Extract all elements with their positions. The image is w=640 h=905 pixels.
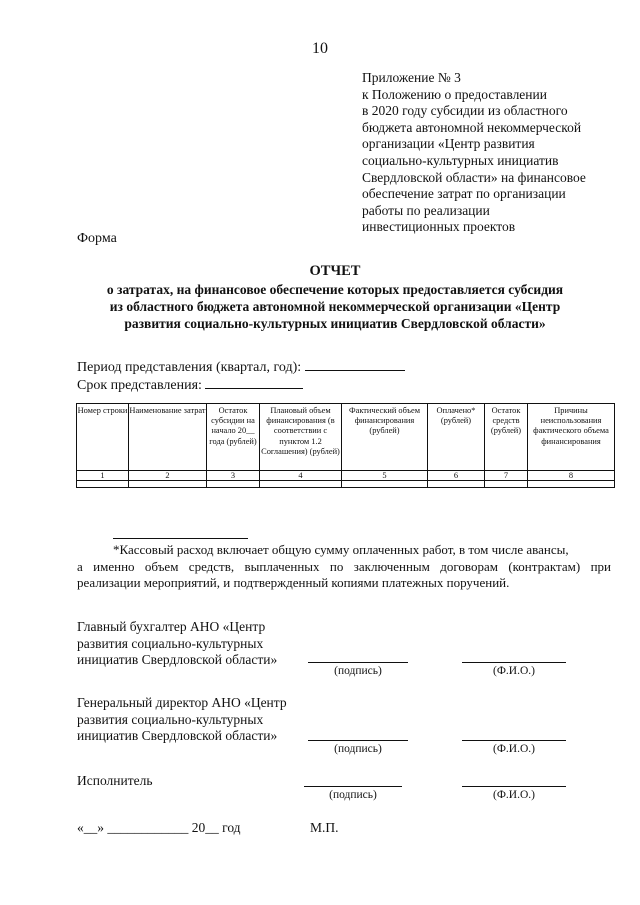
name-caption: (Ф.И.О.) [493,789,535,801]
appendix-note [362,70,632,236]
table-row [77,481,615,488]
table-cell[interactable] [207,481,260,488]
column-number: 8 [528,471,615,481]
chief-accountant-title [77,619,277,669]
name-line[interactable] [462,786,566,787]
period-field[interactable] [305,358,405,371]
signature-caption: (подпись) [334,743,382,755]
appendix-line: в 2020 году субсидии из областного [362,103,568,119]
name-line[interactable] [462,740,566,741]
appendix-line: к Положению о предоставлении [362,86,547,102]
stamp-label: М.П. [310,820,339,835]
signature-title-line: инициатив Свердловской области» [77,728,278,743]
report-table [76,403,615,488]
column-number: 2 [129,471,207,481]
deadline-field[interactable] [205,376,303,389]
signature-line[interactable] [308,740,408,741]
appendix-line: обеспечение затрат по организации [362,186,566,202]
report-title-line: развития социально-культурных инициатив Свердловской области» [124,316,546,331]
footnote-line: *Кассовый расход включает общую сумму оплаченных работ, в том числе авансы, [113,542,569,557]
signature-caption: (подпись) [329,789,377,801]
table-cell[interactable] [428,481,485,488]
table-cell[interactable] [260,481,342,488]
footnote-line: а именно объем средств, выплаченных по заключенным договорам (контрактам) при реализации мероприятий, и подтвержденный копиями платежных поручений. [77,558,611,590]
signature-title-line: Главный бухгалтер АНО «Центр [77,619,266,634]
table-header-row [77,404,615,471]
column-header: Фактический объем финансирования (рублей) [342,404,428,471]
signature-title-line: инициатив Свердловской области» [77,652,278,667]
executor-title [77,773,153,790]
signature-line[interactable] [308,662,408,663]
signature-title-line: развития социально-культурных [77,635,264,651]
report-title-main: ОТЧЕТ [309,263,361,279]
signature-title-line: Исполнитель [77,773,153,788]
name-line[interactable] [462,662,566,663]
signature-caption: (подпись) [334,665,382,677]
appendix-line: инвестиционных проектов [362,219,516,235]
report-title-line: из областного бюджета автономной некоммерческой организации «Центр [109,299,561,314]
footnote-divider [113,538,248,539]
appendix-line: социально-культурных инициатив [362,152,559,168]
appendix-line: работы по реализации [362,202,490,218]
signature-title-line: развития социально-культурных [77,711,264,727]
table-cell[interactable] [342,481,428,488]
column-number: 4 [260,471,342,481]
column-header: Оплачено* (рублей) [428,404,485,471]
table-cell[interactable] [528,481,615,488]
column-number: 3 [207,471,260,481]
appendix-line: бюджета автономной некоммерческой [362,119,582,135]
period-label: Период представления (квартал, год): [77,360,302,375]
column-number: 6 [428,471,485,481]
director-title [77,695,287,745]
appendix-line: Свердловской области» на финансовое [362,169,586,185]
table-cell[interactable] [485,481,528,488]
report-title-line: о затратах, на финансовое обеспечение которых предоставляется субсидия [106,282,564,297]
column-header: Остаток средств (рублей) [485,404,528,471]
form-label: Форма [77,231,117,246]
signature-title-line: Генеральный директор АНО «Центр [77,695,287,710]
footnote [77,542,611,592]
name-caption: (Ф.И.О.) [493,665,535,677]
signature-line[interactable] [304,786,402,787]
report-title [40,263,630,332]
name-caption: (Ф.И.О.) [493,743,535,755]
column-number: 5 [342,471,428,481]
appendix-line: Приложение № 3 [362,70,461,85]
date-line: «__» ____________ 20__ год [77,820,241,835]
column-header: Остаток субсидии на начало 20__ года (рублей) [207,404,260,471]
column-number: 1 [77,471,129,481]
column-header: Номер строки [77,404,129,471]
deadline-label: Срок представления: [77,378,202,393]
table-cell[interactable] [77,481,129,488]
period-block [77,358,405,394]
column-number: 7 [485,471,528,481]
column-header: Причины неиспользования фактического объема финансирования [528,404,615,471]
page-number: 10 [312,40,328,57]
column-header: Плановый объем финансирования (в соответствии с пунктом 1.2 Соглашения) (рублей) [260,404,342,471]
column-header: Наименование затрат [129,404,207,471]
table-cell[interactable] [129,481,207,488]
table-number-row [77,471,615,481]
appendix-line: организации «Центр развития [362,136,535,152]
